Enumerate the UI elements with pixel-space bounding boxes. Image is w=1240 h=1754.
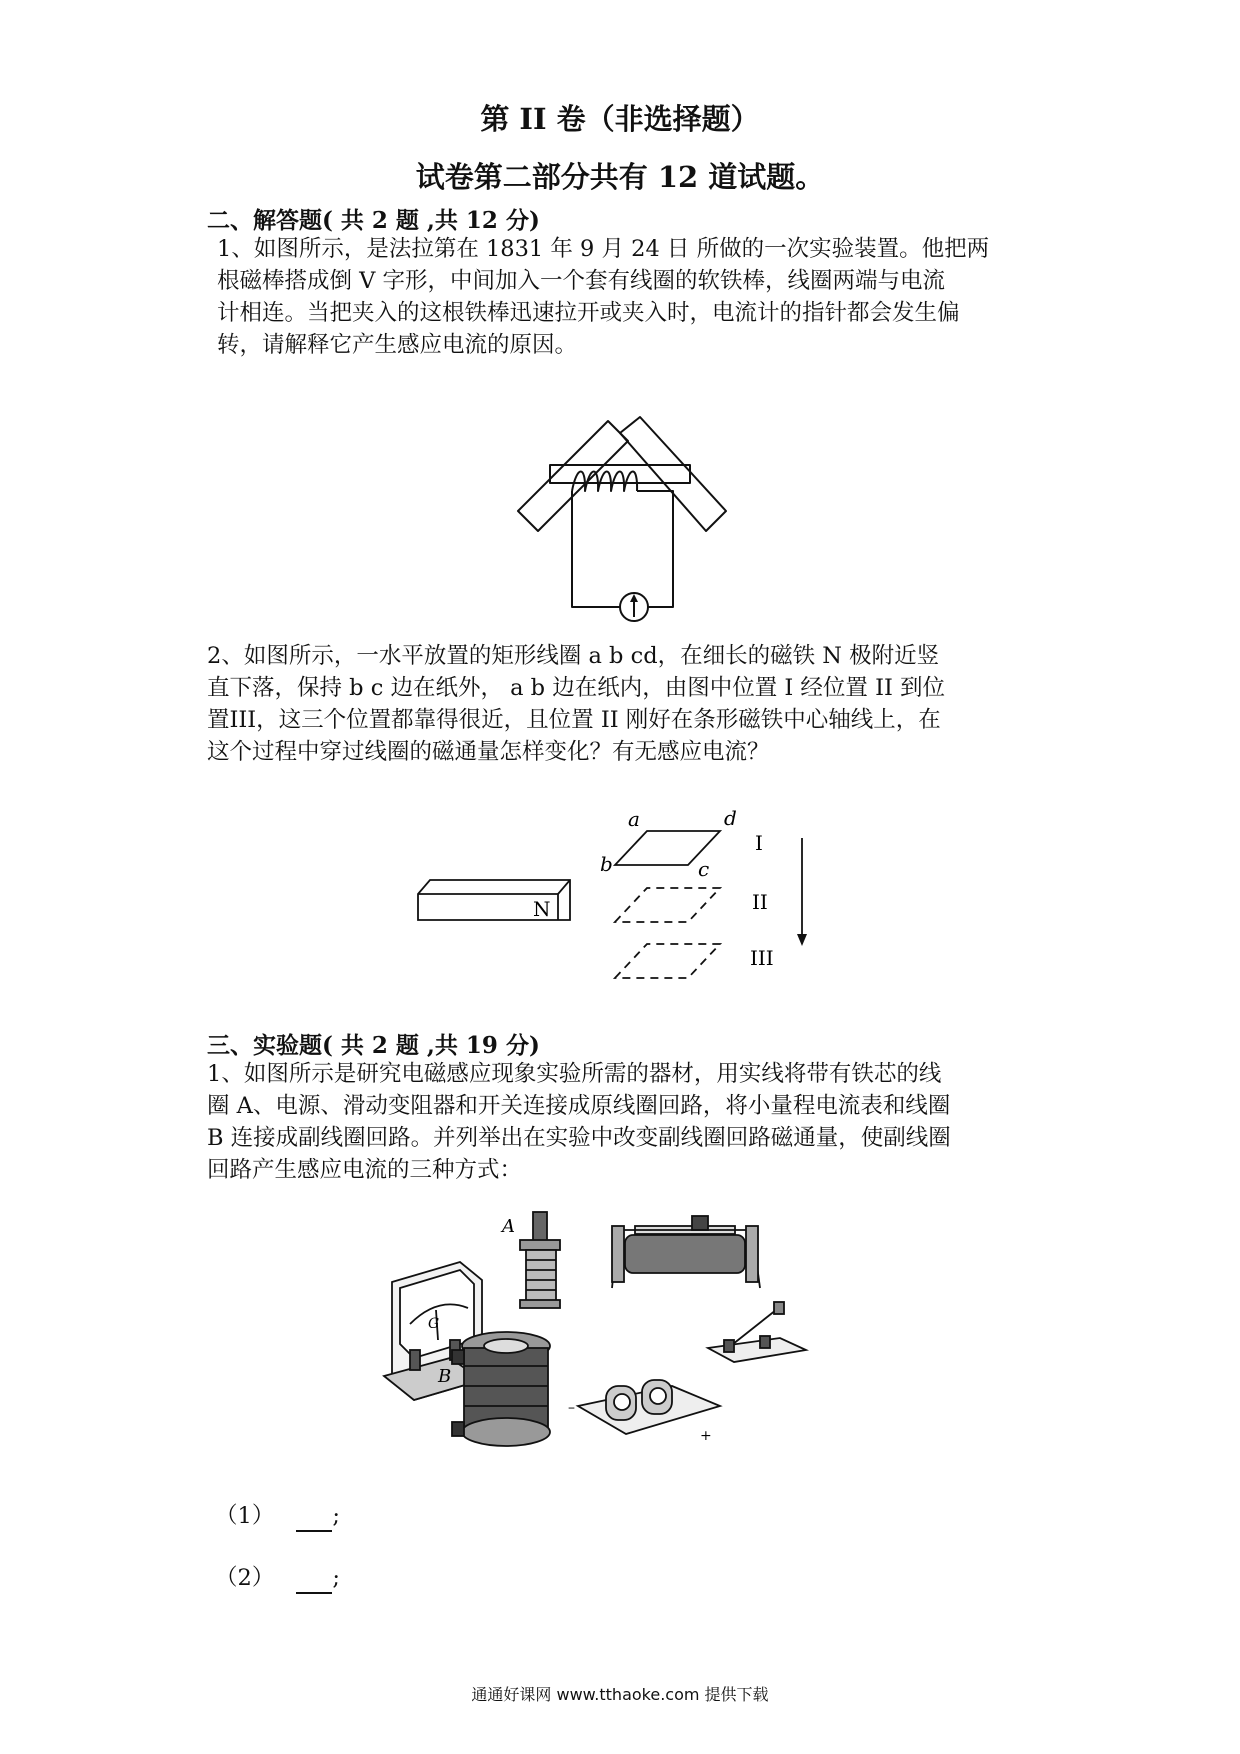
corner-label-d: d bbox=[724, 808, 737, 830]
rheostat-device bbox=[612, 1216, 760, 1288]
falling-coil-figure bbox=[410, 808, 810, 988]
coil-position-3 bbox=[615, 944, 720, 978]
answer-suffix-2: ; bbox=[332, 1565, 340, 1591]
section2-q2-text bbox=[207, 640, 1037, 768]
s3q1-line: B 连接成副线圈回路。并列举出在实验中改变副线圈回路磁通量，使副线圈 bbox=[207, 1125, 951, 1151]
answer-label-1: （1） bbox=[215, 1503, 275, 1529]
left-lead bbox=[572, 491, 620, 607]
battery-device bbox=[578, 1380, 720, 1434]
answer-row-1 bbox=[215, 1500, 340, 1532]
corner-label-a: a bbox=[628, 808, 640, 831]
section2-q1-text bbox=[217, 233, 1047, 361]
answer-blank-2[interactable] bbox=[296, 1570, 332, 1594]
answer-suffix-1: ; bbox=[332, 1503, 340, 1529]
position-label-3: III bbox=[750, 946, 774, 970]
iron-rod bbox=[550, 465, 690, 483]
section2-heading: 二、解答题( 共 2 题 ,共 12 分) bbox=[207, 207, 540, 234]
coil-b-label: B bbox=[438, 1366, 452, 1387]
q2-line: 这个过程中穿过线圈的磁通量怎样变化？有无感应电流？ bbox=[207, 739, 770, 765]
q1-line: 计相连。当把夹入的这根铁棒迅速拉开或夹入时，电流计的指针都会发生偏 bbox=[217, 300, 960, 326]
answer-blank-1[interactable] bbox=[296, 1508, 332, 1532]
q2-line: 2、如图所示，一水平放置的矩形线圈 a b cd，在细长的磁铁 N 极附近竖 bbox=[207, 643, 940, 669]
galvanometer-label: G bbox=[428, 1316, 440, 1332]
s3q1-line: 1、如图所示是研究电磁感应现象实验所需的器材，用实线将带有铁芯的线 bbox=[207, 1061, 942, 1087]
position-label-1: I bbox=[755, 831, 763, 855]
right-lead bbox=[637, 491, 673, 607]
section3-heading: 三、实验题( 共 2 题 ,共 19 分) bbox=[207, 1032, 540, 1059]
coil-a-device bbox=[520, 1212, 560, 1308]
corner-label-b: b bbox=[600, 852, 613, 876]
q2-line: 置III，这三个位置都靠得很近，且位置 II 刚好在条形磁铁中心轴线上，在 bbox=[207, 707, 941, 733]
q1-line: 根磁棒搭成倒 V 字形，中间加入一个套有线圈的软铁棒，线圈两端与电流 bbox=[217, 268, 946, 294]
switch-device bbox=[708, 1302, 806, 1362]
page-footer: 通通好课网 www.tthaoke.com 提供下载 bbox=[471, 1685, 769, 1704]
coil-a-label: A bbox=[502, 1216, 515, 1237]
section3-q1-text bbox=[207, 1058, 1037, 1186]
s3q1-line: 圈 A、电源、滑动变阻器和开关连接成原线圈回路，将小量程电流表和线圈 bbox=[207, 1093, 951, 1119]
s3q1-line: 回路产生感应电流的三种方式： bbox=[207, 1157, 523, 1183]
coil-b-device bbox=[452, 1332, 550, 1446]
q1-line: 转，请解释它产生感应电流的原因。 bbox=[217, 332, 578, 358]
position-label-2: II bbox=[752, 890, 768, 914]
battery-minus-label: – bbox=[568, 1400, 575, 1416]
q1-line: 1、如图所示，是法拉第在 1831 年 9 月 24 日 所做的一次实验装置。他把两 bbox=[217, 236, 990, 262]
corner-label-c: c bbox=[698, 857, 710, 881]
page-subtitle: 试卷第二部分共有 12 道试题。 bbox=[415, 160, 825, 194]
battery-plus-label: + bbox=[700, 1428, 712, 1444]
equipment-figure bbox=[380, 1200, 850, 1470]
faraday-apparatus-figure bbox=[510, 415, 730, 625]
answer-row-2 bbox=[215, 1562, 340, 1594]
q2-line: 直下落，保持 b c 边在纸外， a b 边在纸内，由图中位置 I 经位置 II 到位 bbox=[207, 675, 946, 701]
answer-label-2: （2） bbox=[215, 1565, 275, 1591]
magnet-label: N bbox=[533, 897, 551, 921]
page-title: 第 II 卷（非选择题） bbox=[480, 102, 760, 136]
coil-position-2 bbox=[615, 888, 720, 922]
